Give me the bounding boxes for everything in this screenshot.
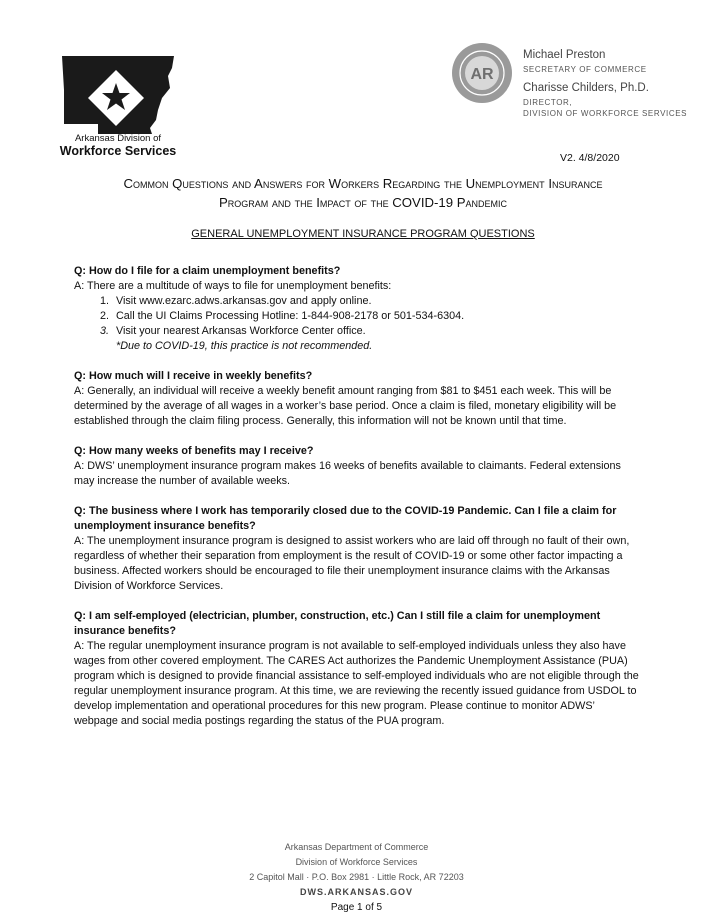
step-2: 2. Call the UI Claims Processing Hotline: 1-844-908-2178 or 501-534-6304. <box>112 309 640 324</box>
qa-item-5 <box>74 609 640 729</box>
covid-note: *Due to COVID-19, this practice is not recommended. <box>116 340 373 352</box>
logo-caption-line2: Workforce Services <box>59 144 177 158</box>
footer-address: 2 Capitol Mall · P.O. Box 2981 · Little Rock, AR 72203 <box>249 872 464 882</box>
filing-steps-list <box>74 294 640 339</box>
version-date: V2. 4/8/2020 <box>560 152 620 164</box>
step-1: 1. Visit www.ezarc.adws.arkansas.gov and apply online. <box>112 294 640 309</box>
qa-item-4 <box>74 504 640 594</box>
qa-item-3 <box>74 444 640 489</box>
qa-content <box>74 264 640 744</box>
answer-4: A: The unemployment insurance program is designed to assist workers who are laid off through no fault of their own, regardless of whether their separation from employment is the result of COVID-19 or some other factor impacting a business. Affected workers should be encouraged to file their unemployment insurance claims with the Arkansas Division of Workforce Services. <box>74 535 630 592</box>
official-name-childers: Charisse Childers, Ph.D. <box>523 82 649 94</box>
official-title-childers-2: DIVISION OF WORKFORCE SERVICES <box>523 109 688 118</box>
logo-caption-line1: Arkansas Division of <box>74 133 162 144</box>
department-seal-icon <box>451 42 513 104</box>
footer-division: Division of Workforce Services <box>295 857 418 867</box>
question-2: Q: How much will I receive in weekly benefits? <box>74 370 313 382</box>
qa-item-1 <box>74 264 640 354</box>
qa-item-2 <box>74 369 640 429</box>
question-5: Q: I am self-employed (electrician, plumber, construction, etc.) Can I still file a claim for unemployment insurance benefits? <box>74 610 601 637</box>
footer-website: DWS.ARKANSAS.GOV <box>299 887 413 897</box>
step-3-text: Visit your nearest Arkansas Workforce Center office. <box>116 325 366 337</box>
svg-text:AR: AR <box>470 66 494 83</box>
page-number: Page 1 of 5 <box>330 902 383 913</box>
answer-2: A: Generally, an individual will receive a weekly benefit amount ranging from $81 to $451 each week. This will be determined by the average of all wages in a worker’s base period. Once a claim is filed, monetary eligibility will be established through the claim filing process. Generally, this information will not be known until that time. <box>74 385 617 427</box>
question-4: Q: The business where I work has temporarily closed due to the COVID-19 Pandemic. Can I file a claim for unemployment insurance benefits? <box>74 505 617 532</box>
document-title <box>70 174 656 212</box>
answer-3: A: DWS’ unemployment insurance program makes 16 weeks of benefits available to claimants. Federal extensions may increase the number of available weeks. <box>74 460 621 487</box>
answer-1: A: There are a multitude of ways to file for unemployment benefits: <box>74 280 392 292</box>
title-line2: Program and the Impact of the COVID-19 Pandemic <box>218 195 508 210</box>
section-heading: GENERAL UNEMPLOYMENT INSURANCE PROGRAM QUESTIONS <box>191 228 535 240</box>
official-title-childers-1: DIRECTOR, <box>523 98 573 107</box>
question-3: Q: How many weeks of benefits may I receive? <box>74 445 314 457</box>
footer-department: Arkansas Department of Commerce <box>284 842 429 852</box>
step-3 <box>112 324 640 339</box>
official-title-preston: SECRETARY OF COMMERCE <box>523 65 647 74</box>
answer-5: A: The regular unemployment insurance program is not available to self-employed individuals unless they also have wages from other covered employment. The CARES Act authorizes the Pandemic Unemployment Assistance (PUA) program which is designed to provide financial assistance to self-employed individuals who are not eligible through the regular unemployment insurance program. At this time, we are reviewing the recently issued guidance from USDOL to develop implementation and operational procedures for this new program. Please continue to monitor ADWS’ webpage and social media postings regarding the status of the PUA program. <box>74 640 639 727</box>
page-footer <box>0 840 713 915</box>
title-line1: Common Questions and Answers for Workers Regarding the Unemployment Insurance <box>123 176 603 191</box>
question-1: Q: How do I file for a claim unemployment benefits? <box>74 265 341 277</box>
official-name-preston: Michael Preston <box>523 49 606 61</box>
